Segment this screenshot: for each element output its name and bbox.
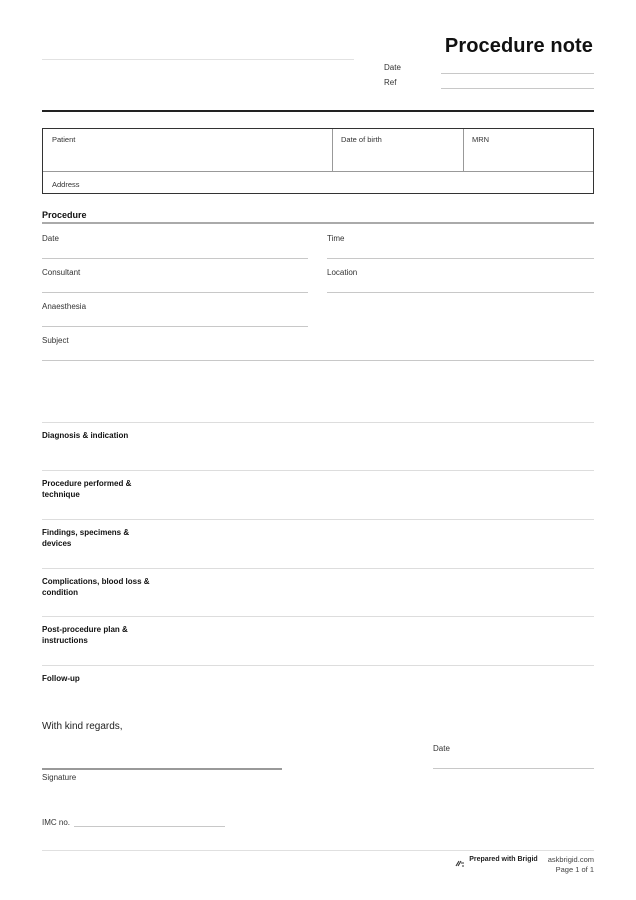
- header-date-field[interactable]: [441, 73, 594, 74]
- section-findings[interactable]: Findings, specimens & devices: [42, 528, 130, 548]
- dob-field[interactable]: Date of birth: [341, 135, 382, 144]
- closing-date-field[interactable]: [433, 768, 594, 769]
- section-procedure-performed[interactable]: Procedure performed & technique: [42, 479, 132, 499]
- header-rule: [42, 110, 594, 112]
- address-field[interactable]: Address: [52, 180, 80, 189]
- consultant-field[interactable]: [42, 292, 308, 293]
- header-blank-line: [42, 59, 354, 60]
- consultant-label: Consultant: [42, 268, 81, 277]
- patient-divider-row: [43, 171, 593, 172]
- footer-brand-row: [455, 855, 594, 864]
- section-divider: [42, 519, 594, 520]
- subject-label: Subject: [42, 336, 69, 345]
- document-title: Procedure note: [444, 35, 593, 57]
- procedure-heading-rule: [42, 222, 594, 224]
- procedure-date-field[interactable]: [42, 258, 308, 259]
- section-complications[interactable]: Complications, blood loss & condition: [42, 577, 150, 597]
- section-follow-up[interactable]: Follow-up: [42, 674, 80, 683]
- anaesthesia-label: Anaesthesia: [42, 302, 87, 311]
- footer-page-number: Page 1 of 1: [555, 865, 594, 874]
- location-field[interactable]: [327, 292, 594, 293]
- footer-brand: Prepared with Brigid: [469, 856, 538, 863]
- section-post-procedure[interactable]: Post-procedure plan & instructions: [42, 625, 128, 645]
- imc-field[interactable]: [74, 826, 225, 827]
- section-diagnosis[interactable]: Diagnosis & indication: [42, 431, 129, 440]
- header-ref-label: Ref: [384, 78, 397, 87]
- closing-regards: With kind regards,: [42, 721, 123, 732]
- location-label: Location: [327, 268, 358, 277]
- mrn-field[interactable]: MRN: [472, 135, 490, 144]
- procedure-heading: Procedure: [42, 210, 87, 220]
- procedure-time-label: Time: [327, 234, 345, 243]
- subject-field[interactable]: [42, 360, 594, 361]
- patient-details-box: [42, 128, 594, 194]
- section-divider: [42, 665, 594, 666]
- imc-label: IMC no.: [42, 818, 71, 827]
- closing-date-label: Date: [433, 744, 450, 753]
- header-ref-field[interactable]: [441, 88, 594, 89]
- section-divider: [42, 616, 594, 617]
- section-divider: [42, 422, 594, 423]
- brigid-logo-icon: [455, 855, 465, 864]
- patient-divider-1: [332, 129, 333, 171]
- anaesthesia-field[interactable]: [42, 326, 308, 327]
- footer-url[interactable]: askbrigid.com: [547, 855, 594, 864]
- patient-divider-2: [463, 129, 464, 171]
- signature-label: Signature: [42, 773, 77, 782]
- header-date-label: Date: [384, 63, 401, 72]
- footer-rule: [42, 850, 594, 851]
- procedure-date-label: Date: [42, 234, 59, 243]
- section-divider: [42, 568, 594, 569]
- patient-field[interactable]: Patient: [52, 135, 76, 144]
- procedure-time-field[interactable]: [327, 258, 594, 259]
- section-divider: [42, 470, 594, 471]
- signature-field[interactable]: [42, 768, 282, 770]
